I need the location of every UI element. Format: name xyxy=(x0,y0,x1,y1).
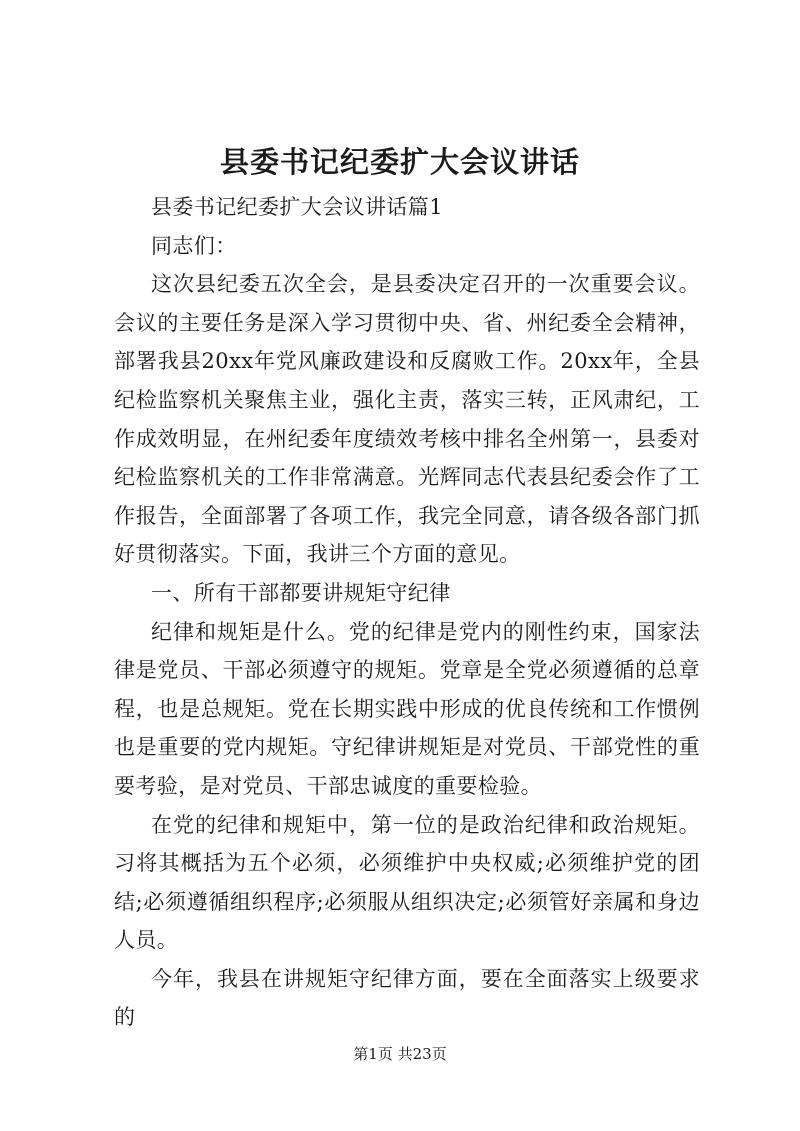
paragraph-intro: 这次县纪委五次全会，是县委决定召开的一次重要会议。会议的主要任务是深入学习贯彻中央、省、州纪委全会精神，部署我县20xx年党风廉政建设和反腐败工作。20xx年，全县纪检监察机关聚焦主业，强化主责，落实三转，正风肃纪，工作成效明显，在州纪委年度绩效考核中排名全州第一，县委对纪检监察机关的工作非常满意。光辉同志代表县纪委会作了工作报告，全面部署了各项工作，我完全同意，请各级各部门抓好贯彻落实。下面，我讲三个方面的意见。 xyxy=(114,272,700,567)
document-body xyxy=(114,188,700,1037)
paragraph-discipline: 纪律和规矩是什么。党的纪律是党内的刚性约束，国家法律是党员、干部必须遵守的规矩。党章是全党必须遵循的总章程，也是总规矩。党在长期实践中形成的优良传统和工作惯例也是重要的党内规矩。守纪律讲规矩是对党员、干部党性的重要考验，是对党员、干部忠诚度的重要检验。 xyxy=(114,619,700,798)
paragraph-this-year: 今年，我县在讲规矩守纪律方面，要在全面落实上级要求的 xyxy=(114,966,700,1030)
paragraph-salutation: 同志们： xyxy=(151,233,237,258)
section-heading-1: 一、所有干部都要讲规矩守纪律 xyxy=(151,580,451,605)
paragraph-subtitle: 县委书记纪委扩大会议讲话篇1 xyxy=(151,195,443,219)
paragraph-political-discipline: 在党的纪律和规矩中，第一位的是政治纪律和政治规矩。习将其概括为五个必须，必须维护中央权威;必须维护党的团结;必须遵循组织程序;必须服从组织决定;必须管好亲属和身边人员。 xyxy=(114,812,700,953)
document-title: 县委书记纪委扩大会议讲话 xyxy=(219,145,580,179)
page-footer: 第1页 共23页 xyxy=(353,1045,447,1063)
